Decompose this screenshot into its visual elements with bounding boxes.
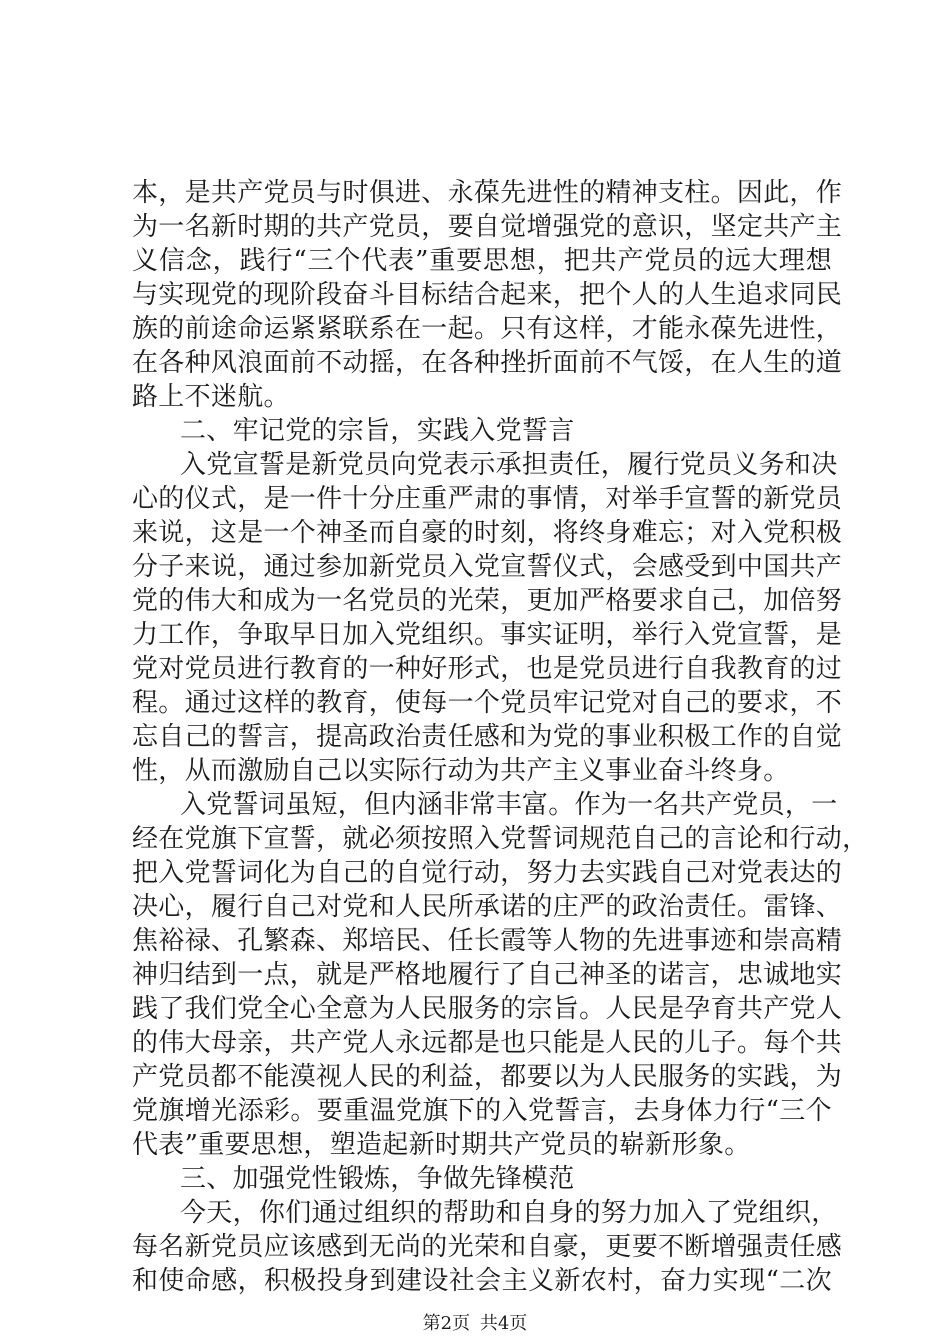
text-line: 族的前途命运紧紧联系在一起。只有这样，才能永葆先进性， xyxy=(132,314,843,344)
text-line: 本，是共产党员与时俱进、永葆先进性的精神支柱。因此，作 xyxy=(132,178,843,208)
text-line: 焦裕禄、孔繁森、郑培民、任长霞等人物的先进事迹和崇高精 xyxy=(132,926,843,956)
text-line: 产党员都不能漠视人民的利益，都要以为人民服务的实践，为 xyxy=(132,1062,843,1092)
text-line: 性，从而激励自己以实际行动为共产主义事业奋斗终身。 xyxy=(132,756,790,786)
page-total: 共4页 xyxy=(479,1313,528,1334)
page-number: 第2页 xyxy=(422,1313,471,1334)
text-line: 神归结到一点，就是严格地履行了自己神圣的诺言，忠诚地实 xyxy=(132,960,843,990)
text-line: 每名新党员应该感到无尚的光荣和自豪，更要不断增强责任感 xyxy=(132,1232,843,1262)
text-line: 把入党誓词化为自己的自觉行动，努力去实践自己对党表达的 xyxy=(132,858,843,888)
text-line: 忘自己的誓言，提高政治责任感和为党的事业积极工作的自觉 xyxy=(132,722,843,752)
text-line: 党旗增光添彩。要重温党旗下的入党誓言，去身体力行“三个 xyxy=(132,1096,832,1126)
text-line: 在各种风浪面前不动摇，在各种挫折面前不气馁，在人生的道 xyxy=(132,348,843,378)
text-line: 代表”重要思想，塑造起新时期共产党员的崭新形象。 xyxy=(132,1130,751,1160)
text-line: 为一名新时期的共产党员，要自觉增强党的意识，坚定共产主 xyxy=(132,212,843,242)
text-line: 的伟大母亲，共产党人永远都是也只能是人民的儿子。每个共 xyxy=(132,1028,843,1058)
text-line: 党对党员进行教育的一种好形式，也是党员进行自我教育的过 xyxy=(132,654,843,684)
section-heading: 二、牢记党的宗旨，实践入党誓言 xyxy=(180,416,575,446)
text-line: 入党誓词虽短，但内涵非常丰富。作为一名共产党员，一 xyxy=(180,790,838,820)
section-heading: 三、加强党性锻炼，争做先锋模范 xyxy=(180,1164,575,1194)
text-line: 分子来说，通过参加新党员入党宣誓仪式，会感受到中国共产 xyxy=(132,552,843,582)
page-footer xyxy=(0,1312,950,1336)
text-line: 践了我们党全心全意为人民服务的宗旨。人民是孕育共产党人 xyxy=(132,994,843,1024)
text-line: 经在党旗下宣誓，就必须按照入党誓词规范自己的言论和行动， xyxy=(132,824,869,854)
text-line: 决心，履行自己对党和人民所承诺的庄严的政治责任。雷锋、 xyxy=(132,892,843,922)
text-line: 程。通过这样的教育，使每一个党员牢记党对自己的要求，不 xyxy=(132,688,843,718)
text-line: 和使命感，积极投身到建设社会主义新农村，奋力实现“二次 xyxy=(132,1266,832,1296)
text-line: 与实现党的现阶段奋斗目标结合起来，把个人的人生追求同民 xyxy=(132,280,843,310)
text-line: 路上不迷航。 xyxy=(132,382,290,412)
text-line: 心的仪式，是一件十分庄重严肃的事情，对举手宣誓的新党员 xyxy=(132,484,843,514)
text-line: 力工作，争取早日加入党组织。事实证明，举行入党宣誓，是 xyxy=(132,620,843,650)
text-line: 党的伟大和成为一名党员的光荣，更加严格要求自己，加倍努 xyxy=(132,586,843,616)
text-line: 入党宣誓是新党员向党表示承担责任，履行党员义务和决 xyxy=(180,450,838,480)
text-line: 义信念，践行“三个代表”重要思想，把共产党员的远大理想 xyxy=(132,246,832,276)
text-line: 今天，你们通过组织的帮助和自身的努力加入了党组织， xyxy=(180,1198,838,1228)
text-line: 来说，这是一个神圣而自豪的时刻，将终身难忘；对入党积极 xyxy=(132,518,843,548)
